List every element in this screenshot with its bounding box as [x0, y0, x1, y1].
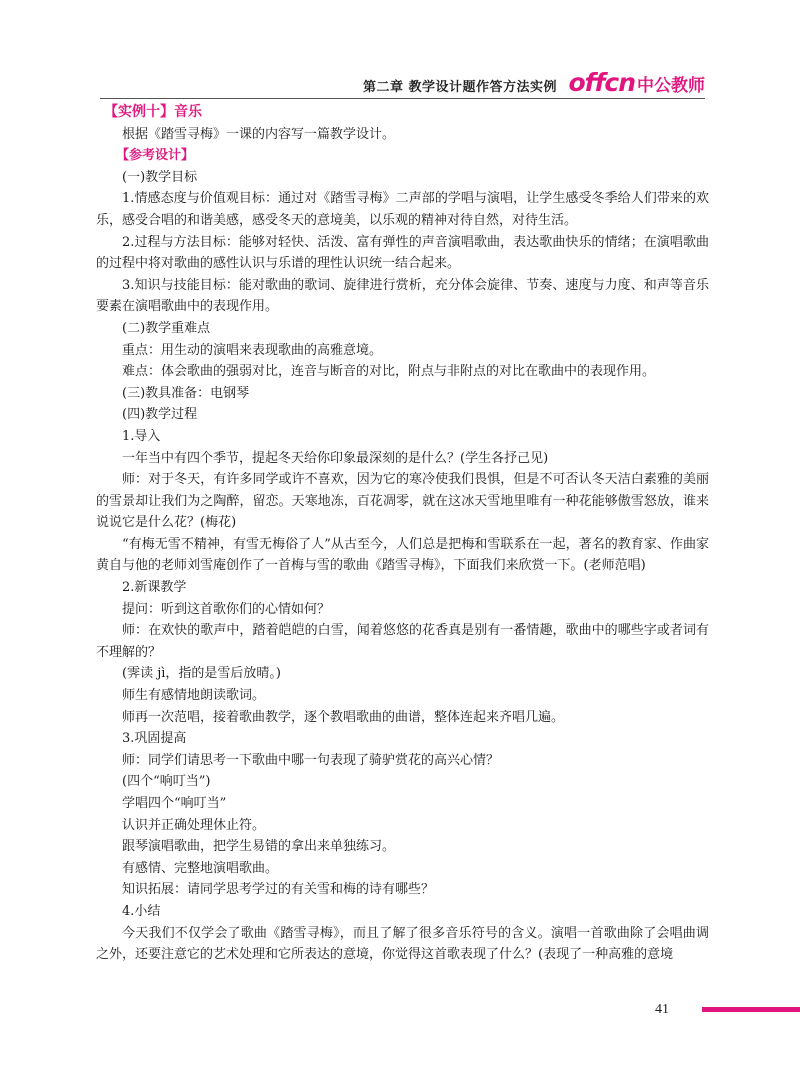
- subsection-heading: 1.导入: [122, 428, 161, 444]
- logo-chinese-name: 中公教师: [637, 76, 705, 96]
- subsection-heading: 4.小结: [122, 903, 161, 919]
- section-heading: (一)教学目标: [122, 169, 198, 185]
- document-body: [96, 102, 709, 966]
- paragraph: 2.过程与方法目标：能够对轻快、活泼、富有弹性的声音演唱歌曲，表达歌曲快乐的情绪；在演唱歌曲的过程中将对歌曲的感性认识与乐谱的理性认识统一结合起来。: [96, 234, 709, 272]
- page-number: 41: [655, 1002, 669, 1017]
- section-heading: (三)教具准备：电钢琴: [122, 385, 250, 401]
- section-heading: (二)教学重难点: [122, 320, 211, 336]
- paragraph: 提问：听到这首歌你们的心情如何？: [122, 601, 331, 617]
- paragraph: 知识拓展：请同学思考学过的有关雪和梅的诗有哪些？: [122, 882, 435, 898]
- paragraph: 有感情、完整地演唱歌曲。: [122, 860, 279, 876]
- reference-label: 【参考设计】: [116, 148, 195, 164]
- example-title: 【实例十】音乐: [104, 104, 202, 120]
- paragraph: 跟琴演唱歌曲，把学生易错的拿出来单独练习。: [122, 839, 396, 855]
- section-heading: (四)教学过程: [122, 407, 198, 423]
- chapter-title: 第二章 教学设计题作答方法实例: [362, 80, 557, 95]
- paragraph: 师：在欢快的歌声中，踏着皑皑的白雪，闻着悠悠的花香真是别有一番情趣，歌曲中的哪些字或者词有不理解的？: [96, 623, 709, 660]
- subsection-heading: 2.新课教学: [122, 580, 187, 596]
- offcn-logo: [568, 68, 705, 96]
- task-prompt: 根据《踏雪寻梅》一课的内容写一篇教学设计。: [122, 126, 396, 142]
- paragraph: 一年当中有四个季节，提起冬天给你印象最深刻的是什么？(学生各抒己见): [122, 450, 549, 466]
- paragraph: 师生有感情地朗读歌词。: [122, 688, 266, 704]
- page-header: [100, 68, 705, 99]
- paragraph: 师再一次范唱，接着歌曲教学，逐个教唱歌曲的曲谱，整体连起来齐唱几遍。: [122, 709, 565, 725]
- paragraph: 3.知识与技能目标：能对歌曲的歌词、旋律进行赏析，充分体会旋律、节奏、速度与力度、和声等音乐要素在演唱歌曲中的表现作用。: [96, 277, 709, 315]
- paragraph: (四个“响叮当”): [122, 774, 211, 790]
- paragraph: (霁读 jì，指的是雪后放晴。): [122, 666, 281, 682]
- subsection-heading: 3.巩固提高: [122, 731, 187, 747]
- paragraph: 师：对于冬天，有许多同学或许不喜欢，因为它的寒冷使我们畏惧，但是不可否认冬天洁白素雅的美丽的雪景却让我们为之陶醉，留恋。天寒地冻，百花凋零，就在这冰天雪地里唯有一种花能够傲雪怒放，谁来说说它是什么花？(梅花): [96, 472, 709, 531]
- paragraph: 1.情感态度与价值观目标：通过对《踏雪寻梅》二声部的学唱与演唱，让学生感受冬季给人们带来的欢乐，感受合唱的和谐美感，感受冬天的意境美，以乐观的精神对待自然，对待生活。: [96, 191, 709, 228]
- paragraph: 今天我们不仅学会了歌曲《踏雪寻梅》，而且了解了很多音乐符号的含义。演唱一首歌曲除了会唱曲调之外，还要注意它的艺术处理和它所表达的意境，你觉得这首歌表现了什么？(表现了一种高雅的意境: [96, 925, 709, 963]
- paragraph: 重点：用生动的演唱来表现歌曲的高雅意境。: [122, 342, 383, 358]
- paragraph: 学唱四个“响叮当”: [122, 796, 227, 811]
- paragraph: “有梅无雪不精神，有雪无梅俗了人”从古至今，人们总是把梅和雪联系在一起，著名的教育家、作曲家黄自与他的老师刘雪庵创作了一首梅与雪的歌曲《踏雪寻梅》，下面我们来欣赏一下。(老师范唱): [96, 536, 709, 574]
- paragraph: 认识并正确处理休止符。: [122, 817, 266, 833]
- logo-wordmark: offcn: [568, 68, 635, 97]
- paragraph: 师：同学们请思考一下歌曲中哪一句表现了骑驴赏花的高兴心情？: [122, 752, 500, 768]
- footer-accent-bar: [702, 1007, 800, 1012]
- paragraph: 难点：体会歌曲的强弱对比，连音与断音的对比，附点与非附点的对比在歌曲中的表现作用。: [122, 364, 656, 380]
